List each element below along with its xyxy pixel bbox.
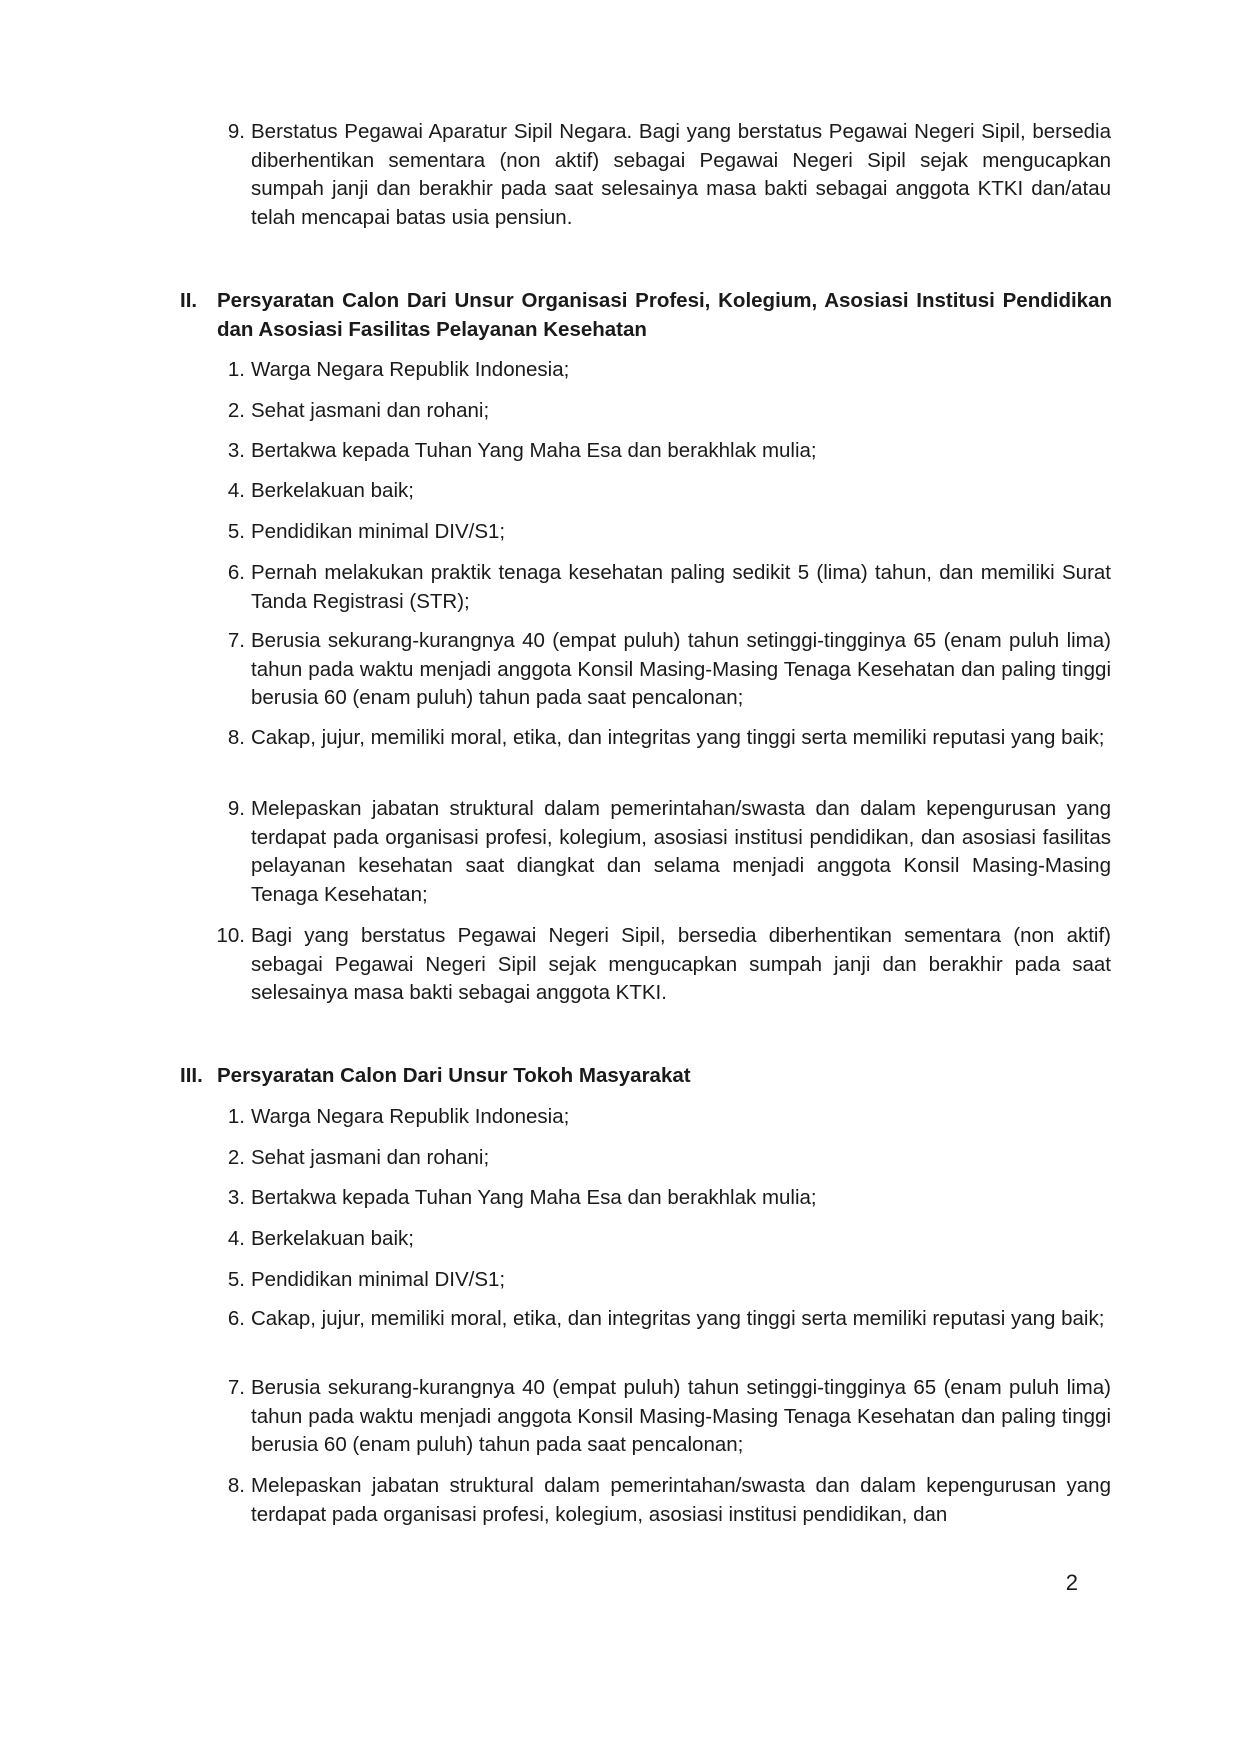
section-title: Persyaratan Calon Dari Unsur Tokoh Masyarakat [217, 1064, 691, 1087]
item-number: 7. [227, 629, 245, 652]
item-text: Berkelakuan baik; [251, 1227, 414, 1250]
list-item [215, 1225, 1111, 1254]
item-text: Berusia sekurang-kurangnya 40 (empat puluh) tahun setinggi-tingginya 65 (enam puluh lima) tahun pada waktu menjadi anggota Konsil Masing-Masing Tenaga Kesehatan dan paling tinggi berusia 60 (enam puluh) tahun pada saat pencalonan; [251, 1376, 1111, 1456]
list-item [215, 1472, 1111, 1529]
list-item [215, 1103, 1111, 1132]
list-item [215, 1305, 1111, 1334]
item-number: 5. [227, 1268, 245, 1291]
item-number: 9. [227, 797, 245, 820]
list-item [215, 437, 1111, 466]
item-number: 8. [227, 726, 245, 749]
list-item [215, 1144, 1111, 1173]
item-number: 7. [227, 1376, 245, 1399]
item-text: Pernah melakukan praktik tenaga kesehatan paling sedikit 5 (lima) tahun, dan memiliki Surat Tanda Registrasi (STR); [251, 561, 1111, 613]
item-text: Pendidikan minimal DIV/S1; [251, 520, 506, 543]
item-text: Pendidikan minimal DIV/S1; [251, 1268, 506, 1291]
item-text: Bagi yang berstatus Pegawai Negeri Sipil, bersedia diberhentikan sementara (non aktif) sebagai Pegawai Negeri Sipil sejak mengucapkan sumpah janji dan berakhir pada saat selesainya masa bakti sebagai anggota KTKI. [251, 924, 1111, 1004]
list-item [215, 356, 1111, 385]
list-item [215, 559, 1111, 616]
item-text: Warga Negara Republik Indonesia; [251, 358, 570, 381]
list-item [215, 1266, 1111, 1295]
item-number: 5. [227, 520, 245, 543]
item-number: 6. [227, 1307, 245, 1330]
list-item [215, 1184, 1111, 1213]
item-text: Berstatus Pegawai Aparatur Sipil Negara. Bagi yang berstatus Pegawai Negeri Sipil, bersedia diberhentikan sementara (non aktif) sebagai Pegawai Negeri Sipil sejak mengucapkan sumpah janji dan berakhir pada saat selesainya masa bakti sebagai anggota KTKI dan/atau telah mencapai batas usia pensiun. [251, 120, 1111, 229]
list-item [215, 922, 1111, 1008]
item-number: 1. [227, 1105, 245, 1128]
item-text: Sehat jasmani dan rohani; [251, 1146, 490, 1169]
page-number: 2 [1065, 1570, 1078, 1595]
section-title: Persyaratan Calon Dari Unsur Organisasi Profesi, Kolegium, Asosiasi Institusi Pendidikan dan Asosiasi Fasilitas Pelayanan Kesehatan [217, 289, 1112, 341]
item-text: Berusia sekurang-kurangnya 40 (empat puluh) tahun setinggi-tingginya 65 (enam puluh lima) tahun pada waktu menjadi anggota Konsil Masing-Masing Tenaga Kesehatan dan paling tinggi berusia 60 (enam puluh) tahun pada saat pencalonan; [251, 629, 1111, 709]
item-number: 8. [227, 1474, 245, 1497]
item-number: 1. [227, 358, 245, 381]
section-numeral: II. [180, 289, 198, 312]
list-item [215, 795, 1111, 909]
item-number: 6. [227, 561, 245, 584]
item-number: 2. [227, 399, 245, 422]
item-number: 4. [227, 479, 245, 502]
list-item [215, 397, 1111, 426]
list-item [215, 118, 1111, 232]
list-item [215, 627, 1111, 713]
list-item [215, 1374, 1111, 1460]
section-heading-ii [180, 287, 1112, 344]
item-text: Melepaskan jabatan struktural dalam pemerintahan/swasta dan dalam kepengurusan yang terdapat pada organisasi profesi, kolegium, asosiasi institusi pendidikan, dan asosiasi fasilitas pelayanan kesehatan saat diangkat dan selama menjadi anggota Konsil Masing-Masing Tenaga Kesehatan; [251, 797, 1111, 906]
item-text: Melepaskan jabatan struktural dalam pemerintahan/swasta dan dalam kepengurusan yang terdapat pada organisasi profesi, kolegium, asosiasi institusi pendidikan, dan [251, 1474, 1111, 1526]
item-number: 4. [227, 1227, 245, 1250]
item-text: Bertakwa kepada Tuhan Yang Maha Esa dan berakhlak mulia; [251, 1186, 817, 1209]
item-text: Berkelakuan baik; [251, 479, 414, 502]
item-text: Bertakwa kepada Tuhan Yang Maha Esa dan berakhlak mulia; [251, 439, 817, 462]
item-text: Warga Negara Republik Indonesia; [251, 1105, 570, 1128]
list-item [215, 477, 1111, 506]
item-text: Cakap, jujur, memiliki moral, etika, dan integritas yang tinggi serta memiliki reputasi yang baik; [251, 1307, 1105, 1330]
section-heading-iii [180, 1062, 1112, 1091]
item-text: Cakap, jujur, memiliki moral, etika, dan integritas yang tinggi serta memiliki reputasi yang baik; [251, 726, 1105, 749]
item-number: 10. [216, 924, 245, 947]
list-item [215, 724, 1111, 753]
item-text: Sehat jasmani dan rohani; [251, 399, 490, 422]
item-number: 3. [227, 439, 245, 462]
section-numeral: III. [180, 1064, 203, 1087]
item-number: 3. [227, 1186, 245, 1209]
item-number: 9. [227, 120, 245, 143]
list-item [215, 518, 1111, 547]
item-number: 2. [227, 1146, 245, 1169]
